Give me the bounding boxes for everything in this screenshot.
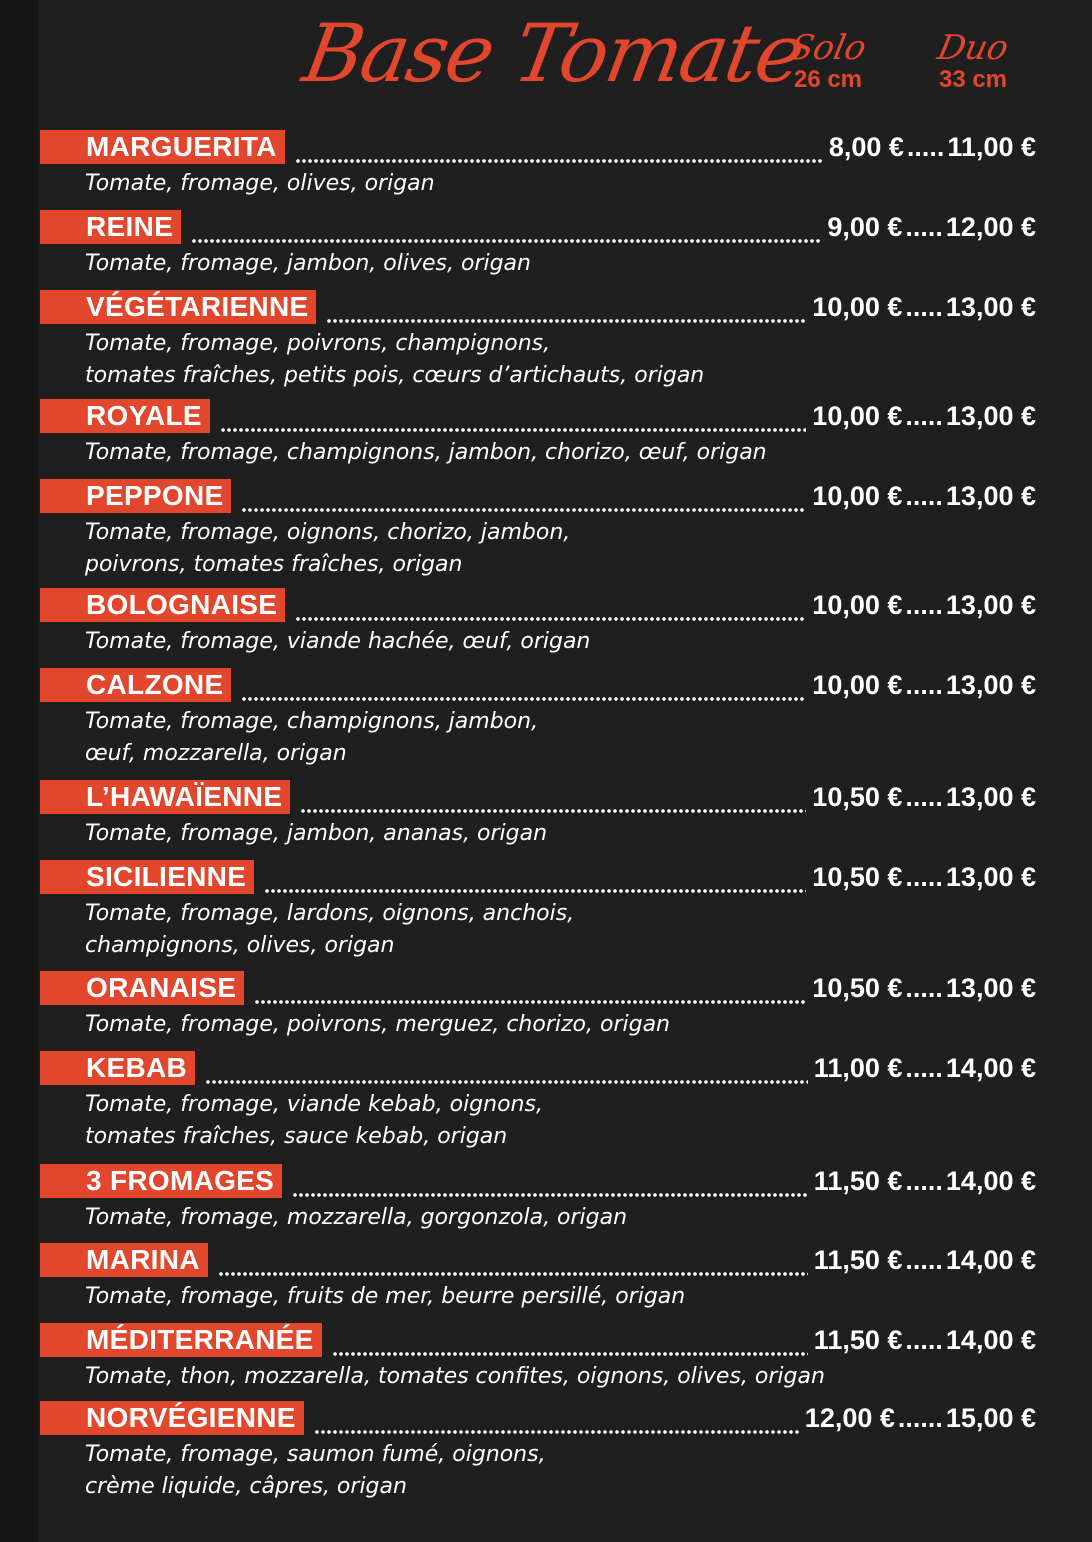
dot-leader xyxy=(295,138,823,164)
price-separator: ..... xyxy=(905,670,943,700)
pizza-ingredients xyxy=(85,1439,985,1503)
price-solo: 11,50 € xyxy=(813,1325,903,1355)
ingredients-line: Tomate, fromage, jambon, olives, origan xyxy=(85,251,531,276)
solo-size-header xyxy=(768,30,888,94)
price-duo: 13,00 € xyxy=(945,481,1036,511)
price-group xyxy=(812,666,1036,704)
pizza-ingredients xyxy=(85,1202,985,1234)
price-separator: ..... xyxy=(905,1325,943,1355)
price-duo: 13,00 € xyxy=(945,670,1036,700)
price-group xyxy=(812,778,1036,816)
ingredients-line: Tomate, fromage, olives, origan xyxy=(85,171,435,196)
pizza-name: KEBAB xyxy=(40,1051,195,1085)
dot-leader xyxy=(218,1251,808,1277)
price-solo: 10,50 € xyxy=(812,862,903,892)
menu-item-row xyxy=(0,128,1036,166)
ingredients-line: Tomate, fromage, viande hachée, œuf, origan xyxy=(85,629,591,654)
dot-leader xyxy=(326,298,806,324)
dot-leader xyxy=(295,596,806,622)
dot-leader xyxy=(332,1331,808,1357)
pizza-name: MARGUERITA xyxy=(40,130,285,164)
price-separator: ..... xyxy=(905,212,943,242)
dot-leader xyxy=(220,407,806,433)
ingredients-line: Tomate, fromage, lardons, oignons, anchois, xyxy=(85,901,575,926)
menu-item-row xyxy=(0,858,1036,896)
pizza-ingredients xyxy=(85,1089,985,1153)
price-duo: 13,00 € xyxy=(945,292,1036,322)
price-group xyxy=(814,1321,1036,1359)
pizza-name: MARINA xyxy=(40,1243,208,1277)
menu-item-row xyxy=(0,208,1036,246)
price-solo: 11,50 € xyxy=(813,1166,903,1196)
ingredients-line: Tomate, fromage, poivrons, champignons, xyxy=(85,331,551,356)
price-solo: 10,00 € xyxy=(812,590,903,620)
price-group xyxy=(805,1399,1036,1437)
ingredients-line: Tomate, fromage, viande kebab, oignons, xyxy=(85,1092,543,1117)
duo-size-header xyxy=(913,30,1033,94)
pizza-name: ROYALE xyxy=(40,399,210,433)
price-solo: 10,50 € xyxy=(812,782,903,812)
menu-item-row xyxy=(0,477,1036,515)
price-duo: 15,00 € xyxy=(945,1403,1036,1433)
price-group xyxy=(812,586,1036,624)
price-duo: 14,00 € xyxy=(945,1245,1036,1275)
price-separator: ..... xyxy=(905,973,943,1003)
menu-item-row xyxy=(0,586,1036,624)
pizza-name: 3 FROMAGES xyxy=(40,1164,282,1198)
menu-item-row xyxy=(0,1049,1036,1087)
ingredients-line: Tomate, fromage, fruits de mer, beurre persillé, origan xyxy=(85,1284,686,1309)
pizza-name: NORVÉGIENNE xyxy=(40,1401,304,1435)
pizza-name: ORANAISE xyxy=(40,971,244,1005)
pizza-ingredients xyxy=(85,1009,985,1041)
pizza-ingredients xyxy=(85,168,985,200)
price-solo: 10,00 € xyxy=(812,401,903,431)
price-solo: 10,50 € xyxy=(812,973,903,1003)
price-separator: ..... xyxy=(905,401,943,431)
price-group xyxy=(814,1241,1036,1279)
price-duo: 11,00 € xyxy=(947,132,1036,162)
dot-leader xyxy=(300,788,806,814)
price-duo: 13,00 € xyxy=(945,973,1036,1003)
dot-leader xyxy=(254,979,806,1005)
price-group xyxy=(827,208,1036,246)
price-separator: ..... xyxy=(905,292,943,322)
ingredients-line: champignons, olives, origan xyxy=(85,933,395,958)
price-group xyxy=(812,397,1036,435)
pizza-name: L’HAWAÏENNE xyxy=(40,780,290,814)
pizza-ingredients xyxy=(85,437,985,469)
menu-item-row xyxy=(0,1162,1036,1200)
pizza-ingredients xyxy=(85,706,985,770)
price-solo: 11,00 € xyxy=(813,1053,903,1083)
pizza-ingredients xyxy=(85,1361,985,1393)
ingredients-line: Tomate, fromage, oignons, chorizo, jambon, xyxy=(85,520,571,545)
menu-item-row xyxy=(0,1321,1036,1359)
pizza-name: CALZONE xyxy=(40,668,231,702)
price-separator: ..... xyxy=(905,862,943,892)
pizza-name: PEPPONE xyxy=(40,479,231,513)
menu-item-row xyxy=(0,666,1036,704)
price-group xyxy=(812,288,1036,326)
price-group xyxy=(812,858,1036,896)
pizza-name: BOLOGNAISE xyxy=(40,588,285,622)
price-separator: ..... xyxy=(905,590,943,620)
price-group xyxy=(812,969,1036,1007)
ingredients-line: crème liquide, câpres, origan xyxy=(85,1474,407,1499)
dot-leader xyxy=(264,868,806,894)
price-solo: 11,50 € xyxy=(813,1245,903,1275)
duo-diameter: 33 cm xyxy=(938,66,1008,93)
ingredients-line: poivrons, tomates fraîches, origan xyxy=(85,552,463,577)
price-duo: 14,00 € xyxy=(945,1053,1036,1083)
dot-leader xyxy=(191,218,821,244)
price-separator: ...... xyxy=(897,1403,943,1433)
solo-label: Solo xyxy=(786,28,870,68)
price-separator: ..... xyxy=(905,1053,943,1083)
price-separator: ..... xyxy=(905,782,943,812)
pizza-name: MÉDITERRANÉE xyxy=(40,1323,322,1357)
price-duo: 13,00 € xyxy=(945,782,1036,812)
price-solo: 10,00 € xyxy=(812,670,903,700)
pizza-ingredients xyxy=(85,626,985,658)
ingredients-line: tomates fraîches, petits pois, cœurs d’artichauts, origan xyxy=(85,363,705,388)
pizza-name: REINE xyxy=(40,210,181,244)
pizza-name: SICILIENNE xyxy=(40,860,254,894)
menu-title: Base Tomate xyxy=(296,7,810,100)
dot-leader xyxy=(241,487,806,513)
menu-item-row xyxy=(0,288,1036,326)
ingredients-line: œuf, mozzarella, origan xyxy=(85,741,347,766)
price-group xyxy=(814,1049,1036,1087)
price-separator: ..... xyxy=(905,1245,943,1275)
ingredients-line: Tomate, fromage, poivrons, merguez, chorizo, origan xyxy=(85,1012,670,1037)
pizza-ingredients xyxy=(85,517,985,581)
pizza-ingredients xyxy=(85,818,985,850)
menu-item-row xyxy=(0,969,1036,1007)
price-duo: 13,00 € xyxy=(945,401,1036,431)
menu-item-row xyxy=(0,1241,1036,1279)
dot-leader xyxy=(241,676,806,702)
solo-diameter: 26 cm xyxy=(793,66,863,93)
pizza-ingredients xyxy=(85,898,985,962)
price-duo: 13,00 € xyxy=(945,862,1036,892)
dot-leader xyxy=(292,1172,808,1198)
menu-item-row xyxy=(0,397,1036,435)
menu-item-row xyxy=(0,778,1036,816)
price-duo: 13,00 € xyxy=(945,590,1036,620)
price-group xyxy=(812,477,1036,515)
ingredients-line: Tomate, fromage, saumon fumé, oignons, xyxy=(85,1442,546,1467)
price-duo: 12,00 € xyxy=(945,212,1036,242)
pizza-name: VÉGÉTARIENNE xyxy=(40,290,316,324)
price-duo: 14,00 € xyxy=(945,1166,1036,1196)
pizza-ingredients xyxy=(85,1281,985,1313)
dot-leader xyxy=(205,1059,808,1085)
price-separator: ..... xyxy=(905,481,943,511)
price-group xyxy=(814,1162,1036,1200)
duo-label: Duo xyxy=(933,28,1013,68)
price-separator: ..... xyxy=(906,132,945,162)
ingredients-line: tomates fraîches, sauce kebab, origan xyxy=(85,1124,508,1149)
dot-leader xyxy=(314,1409,799,1435)
price-solo: 10,00 € xyxy=(812,292,903,322)
price-duo: 14,00 € xyxy=(945,1325,1036,1355)
menu-item-row xyxy=(0,1399,1036,1437)
ingredients-line: Tomate, fromage, mozzarella, gorgonzola, origan xyxy=(85,1205,628,1230)
price-solo: 12,00 € xyxy=(804,1403,895,1433)
price-separator: ..... xyxy=(905,1166,943,1196)
ingredients-line: Tomate, thon, mozzarella, tomates confites, oignons, olives, origan xyxy=(85,1364,825,1389)
pizza-ingredients xyxy=(85,328,985,392)
ingredients-line: Tomate, fromage, jambon, ananas, origan xyxy=(85,821,548,846)
pizza-ingredients xyxy=(85,248,985,280)
ingredients-line: Tomate, fromage, champignons, jambon, xyxy=(85,709,539,734)
ingredients-line: Tomate, fromage, champignons, jambon, chorizo, œuf, origan xyxy=(85,440,767,465)
price-solo: 9,00 € xyxy=(827,212,903,242)
price-solo: 8,00 € xyxy=(828,132,904,162)
price-group xyxy=(829,128,1036,166)
price-solo: 10,00 € xyxy=(812,481,903,511)
